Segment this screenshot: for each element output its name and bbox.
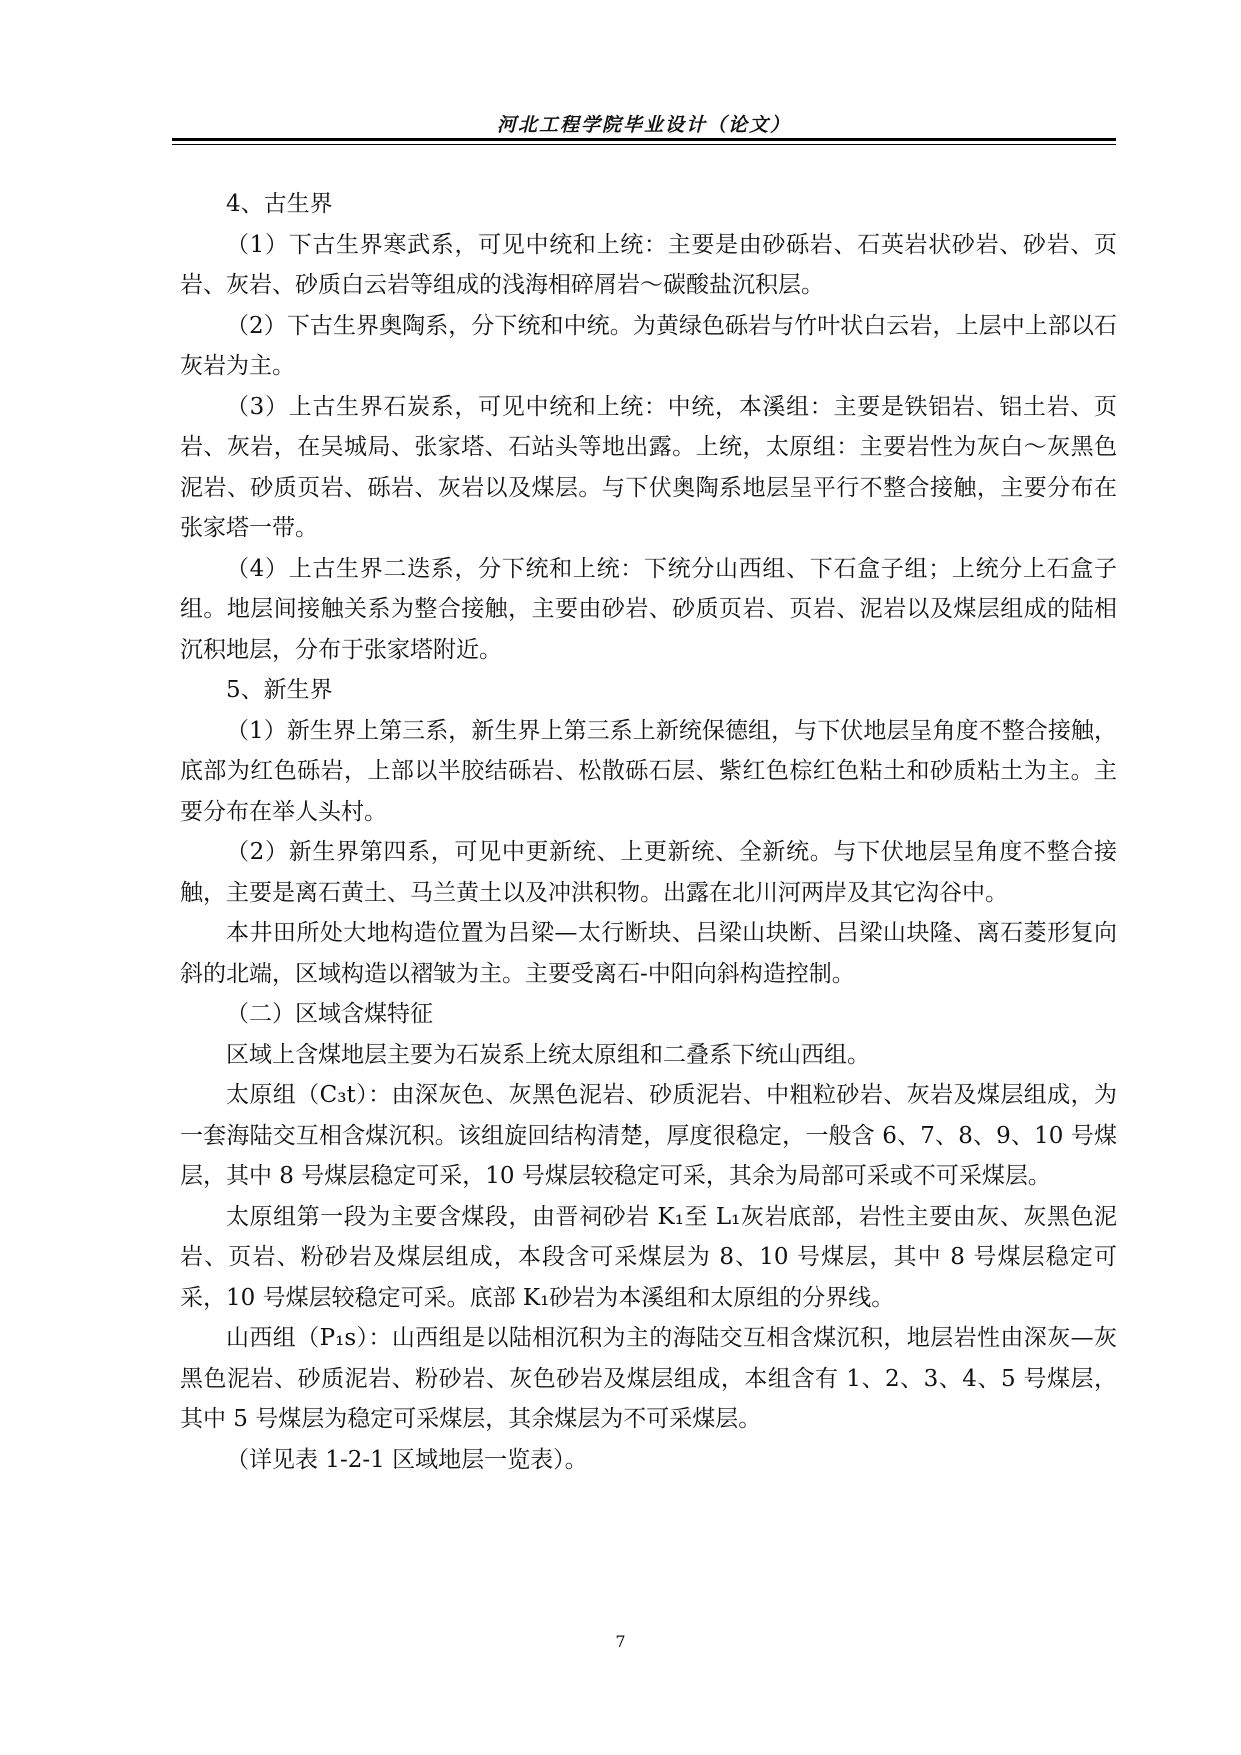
section-heading-paleozoic: 4、古生界 (226, 191, 333, 217)
paragraph-quaternary: （2）新生界第四系，可见中更新统、上更新统、全新统。与下伏地层呈角度不整合接触，主要是离石黄土、马兰黄土以及冲洪积物。出露在北川河两岸及其它沟谷中。 (180, 839, 1117, 906)
header-rule-thick (172, 138, 1116, 141)
paragraph-permian: （4）上古生界二迭系，分下统和上统：下统分山西组、下石盒子组；上统分上石盒子组。地层间接触关系为整合接触，主要由砂岩、砂质页岩、页岩、泥岩以及煤层组成的陆相沉积地层，分布于张家塔附近。 (180, 555, 1117, 663)
page-header-title: 河北工程学院毕业设计（论文） (496, 114, 791, 136)
paragraph-ordovician: （2）下古生界奥陶系，分下统和中统。为黄绿色砾岩与竹叶状白云岩，上层中上部以石灰岩为主。 (180, 312, 1117, 379)
header-rule-thin (172, 144, 1116, 145)
page-number: 7 (615, 1632, 626, 1651)
section-heading-coal-features: （二）区域含煤特征 (226, 1001, 433, 1027)
paragraph-tertiary: （1）新生界上第三系，新生界上第三系上新统保德组，与下伏地层呈角度不整合接触，底部为红色砾岩，上部以半胶结砾岩、松散砾石层、紫红色棕红色粘土和砂质粘土为主。主要分布在举人头村。 (180, 717, 1117, 825)
paragraph-carboniferous: （3）上古生界石炭系，可见中统和上统：中统，本溪组：主要是铁铝岩、铝土岩、页岩、灰岩，在吴城局、张家塔、石站头等地出露。上统，太原组：主要岩性为灰白～灰黑色泥岩、砂质页岩、砾岩、灰岩以及煤层。与下伏奥陶系地层呈平行不整合接触，主要分布在张家塔一带。 (180, 393, 1117, 541)
paragraph-taiyuan-formation: 太原组（C₃t）：由深灰色、灰黑色泥岩、砂质泥岩、中粗粒砂岩、灰岩及煤层组成，为一套海陆交互相含煤沉积。该组旋回结构清楚，厚度很稳定，一般含 6、7、8、9、10 号煤层，其中 8 号煤层稳定可采，10 号煤层较稳定可采，其余为局部可采或不可采煤层。 (180, 1082, 1117, 1189)
body-text (180, 184, 1117, 1480)
paragraph-cambrian: （1）下古生界寒武系，可见中统和上统：主要是由砂砾岩、石英岩状砂岩、砂岩、页岩、灰岩、砂质白云岩等组成的浅海相碎屑岩～碳酸盐沉积层。 (180, 231, 1117, 298)
paragraph-tectonic-position: 本井田所处大地构造位置为吕梁—太行断块、吕梁山块断、吕梁山块隆、离石菱形复向斜的北端，区域构造以褶皱为主。主要受离石-中阳向斜构造控制。 (180, 920, 1117, 987)
paragraph-table-reference: （详见表 1-2-1 区域地层一览表）。 (226, 1446, 588, 1473)
paragraph-taiyuan-first-member: 太原组第一段为主要含煤段，由晋祠砂岩 K₁至 L₁灰岩底部，岩性主要由灰、灰黑色泥岩、页岩、粉砂岩及煤层组成，本段含可采煤层为 8、10 号煤层，其中 8 号煤层稳定可采，10 号煤层较稳定可采。底部 K₁砂岩为本溪组和太原组的分界线。 (180, 1203, 1117, 1311)
section-heading-cenozoic: 5、新生界 (226, 677, 333, 703)
paragraph-coal-strata: 区域上含煤地层主要为石炭系上统太原组和二叠系下统山西组。 (226, 1041, 870, 1068)
paragraph-shanxi-formation: 山西组（P₁s）：山西组是以陆相沉积为主的海陆交互相含煤沉积，地层岩性由深灰—灰黑色泥岩、砂质泥岩、粉砂岩、灰色砂岩及煤层组成，本组含有 1、2、3、4、5 号煤层，其中 5 号煤层为稳定可采煤层，其余煤层为不可采煤层。 (180, 1325, 1117, 1432)
